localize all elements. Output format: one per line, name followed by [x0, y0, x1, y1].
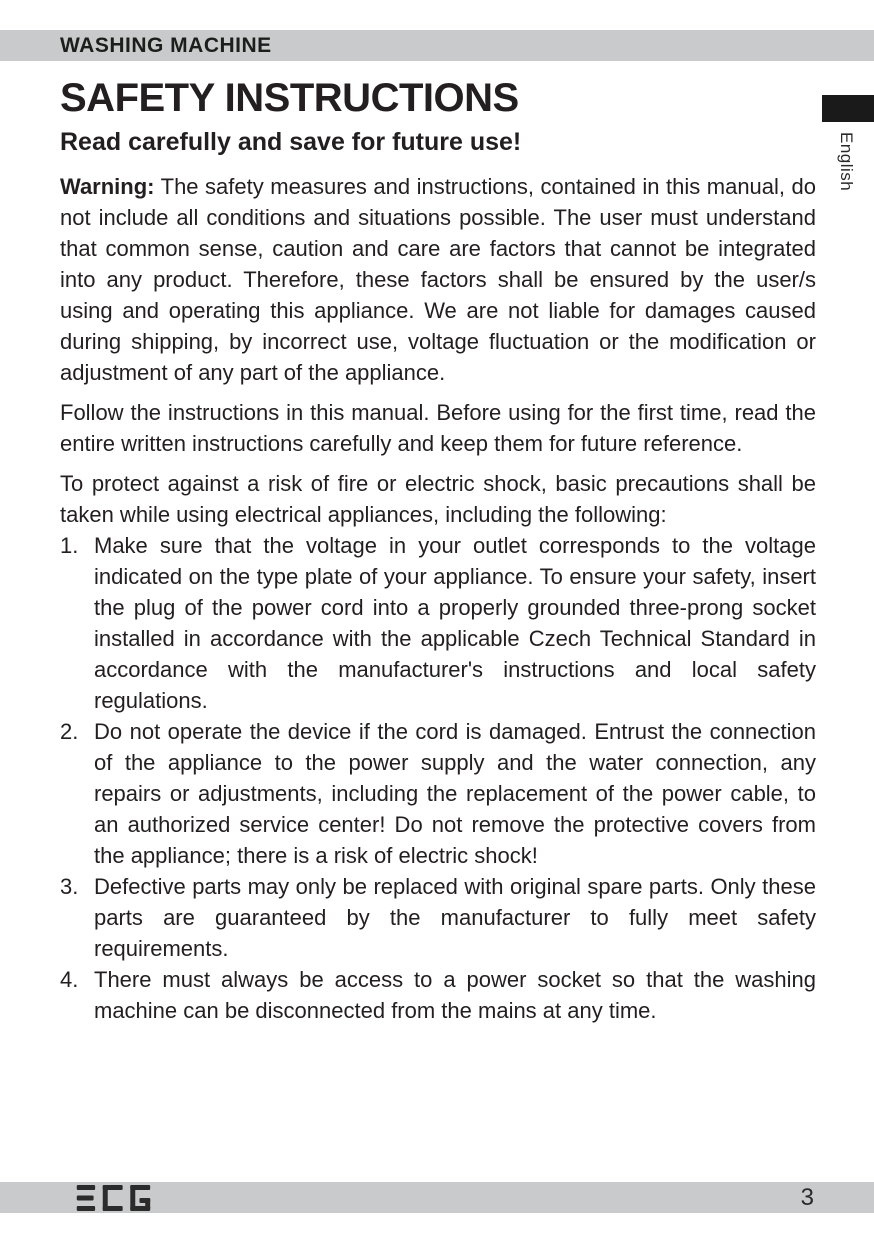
- ecg-logo-icon: [68, 1185, 162, 1211]
- page-content: [0, 76, 874, 1026]
- warning-text: The safety measures and instructions, contained in this manual, do not include all conditions and situations possible. The user must understand that common sense, caution and care are factors that cannot be integrated into any product. Therefore, these factors shall be ensured by the user/s using and operating this appliance. We are not liable for damages caused during shipping, by incorrect use, voltage fluctuation or the modification or adjustment of any part of the appliance.: [60, 174, 817, 385]
- list-item-text: There must always be access to a power socket so that the washing machine can be disconnected from the mains at any time.: [94, 967, 816, 1023]
- warning-paragraph: [60, 171, 816, 388]
- list-item-text: Defective parts may only be replaced with original spare parts. Only these parts are guaranteed by the manufacturer to fully meet safety requirements.: [94, 874, 816, 961]
- warning-label: Warning:: [60, 174, 155, 199]
- list-item: [60, 530, 816, 716]
- list-item: [60, 871, 816, 964]
- page-subtitle: Read carefully and save for future use!: [60, 128, 522, 156]
- list-item: [60, 716, 816, 871]
- language-label: English: [837, 132, 856, 192]
- list-item: [60, 964, 816, 1026]
- page-number: 3: [800, 1183, 814, 1211]
- list-item-number: 1.: [60, 533, 79, 558]
- protect-paragraph: To protect against a risk of fire or electric shock, basic precautions shall be taken while using electrical appliances, including the following:: [60, 471, 816, 527]
- list-item-text: Do not operate the device if the cord is damaged. Entrust the connection of the appliance to the power supply and the water connection, any repairs or adjustments, including the replacement of the power cable, to an authorized service center! Do not remove the protective covers from the appliance; there is a risk of electric shock!: [94, 719, 816, 868]
- header-category-label: WASHING MACHINE: [60, 33, 272, 57]
- list-item-number: 4.: [60, 967, 79, 992]
- list-item-text: Make sure that the voltage in your outlet corresponds to the voltage indicated on the type plate of your appliance. To ensure your safety, insert the plug of the power cord into a properly grounded three-prong socket installed in accordance with the applicable Czech Technical Standard in accordance with the manufacturer's instructions and local safety regulations.: [94, 533, 816, 713]
- safety-list: [60, 530, 816, 1026]
- follow-paragraph: Follow the instructions in this manual. Before using for the first time, read the entire written instructions carefully and keep them for future reference.: [60, 400, 816, 456]
- footer-bar: [0, 1182, 874, 1213]
- list-item-number: 3.: [60, 874, 79, 899]
- page-title: SAFETY INSTRUCTIONS: [60, 76, 519, 120]
- header-bar: [0, 30, 874, 61]
- ecg-logo: [68, 1185, 162, 1211]
- list-item-number: 2.: [60, 719, 79, 744]
